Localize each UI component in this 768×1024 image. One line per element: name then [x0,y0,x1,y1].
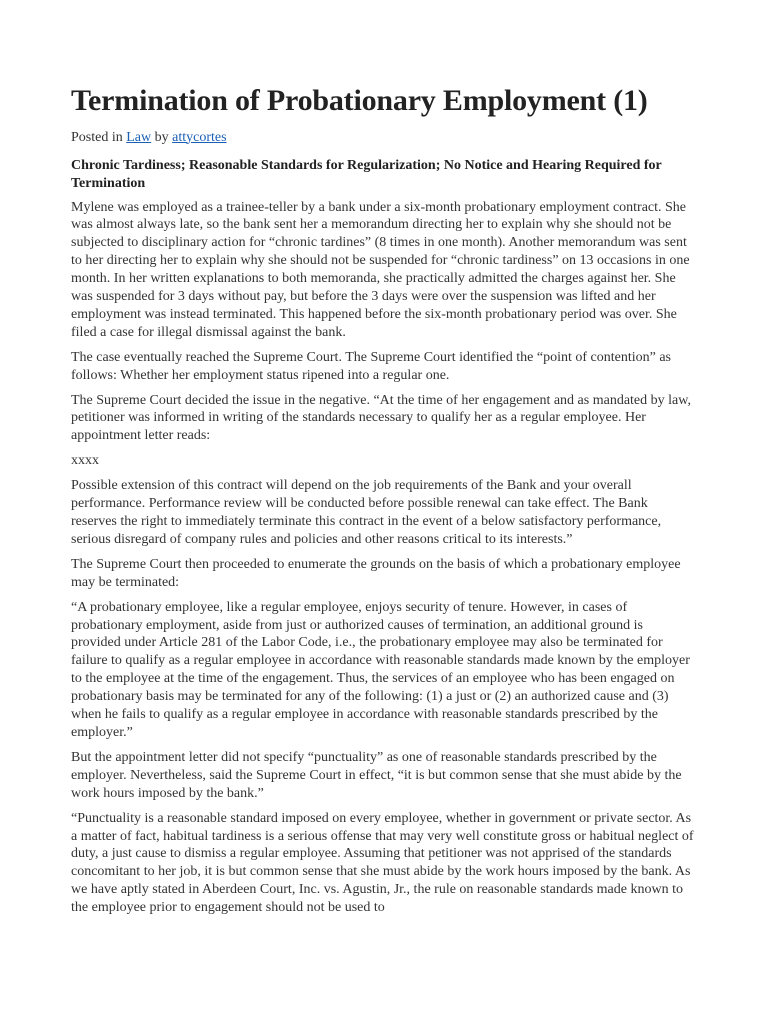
page-title: Termination of Probationary Employment (1) [71,84,648,117]
paragraph-letter-quote: Possible extension of this contract will depend on the job requirements of the Bank and your overall performance. Performance review will be conducted before possible renewal can take effect. The Bank reserves the right to immediately terminate this contract in the event of a below satisfactory performance, serious disregard of company rules and policies and other reasons critical to its interests.” [71,478,662,547]
paragraph-grounds-quote: “A probationary employee, like a regular employee, enjoys security of tenure. However, in cases of probationary employment, aside from just or authorized causes of termination, an additional ground is provided under Article 281 of the Labor Code, i.e., the probationary employee may also be terminated for failure to qualify as a regular employee in accordance with reasonable standards made known by the employer to the employee at the time of the engagement. Thus, the services of an employee who has been engaged on probationary basis may be terminated for any of the following: (1) a just or (2) an authorized cause and (3) when he fails to qualify as a regular employee in accordance with reasonable standards prescribed by the employer.” [71,599,690,740]
article-subtitle: Chronic Tardiness; Reasonable Standards for Regularization; No Notice and Hearing Required for Termination [71,157,662,191]
paragraph-grounds-intro: The Supreme Court then proceeded to enumerate the grounds on the basis of which a probationary employee may be terminated: [71,556,681,590]
paragraph-issue: The case eventually reached the Supreme Court. The Supreme Court identified the “point of contention” as follows: Whether her employment status ripened into a regular one. [71,349,671,383]
by-label: by [154,129,169,145]
paragraph-decision: The Supreme Court decided the issue in the negative. “At the time of her engagement and as mandated by law, petitioner was informed in writing of the standards necessary to qualify her as a regular employee. Her appointment letter reads: [71,392,691,444]
paragraph-omission: xxxx [71,453,99,469]
posted-in-label: Posted in [71,129,123,145]
paragraph-punctuality-quote: “Punctuality is a reasonable standard imposed on every employee, whether in government or private sector. As a matter of fact, habitual tardiness is a serious offense that may very well constitute gross or habitual neglect of duty, a just cause to dismiss a regular employee. Assuming that petitioner was not apprised of the standards concomitant to her job, it is but common sense that she must abide by the work hours imposed by the bank. As we have aptly stated in Aberdeen Court, Inc. vs. Agustin, Jr., the rule on reasonable standards made known to the employee prior to engagement should not be used to [71,810,694,916]
post-meta [71,129,696,147]
paragraph-facts: Mylene was employed as a trainee-teller by a bank under a six-month probationary employment contract. She was almost always late, so the bank sent her a memorandum directing her to explain why she should not be subjected to disciplinary action for “chronic tardines” (8 times in one month). Another memorandum was sent to her directing her to explain why she should not be suspended for “chronic tardiness” on 13 occasions in one month. In her written explanations to both memoranda, she practically admitted the charges against her. She was suspended for 3 days without pay, but before the 3 days were over the suspension was lifted and her employment was instead terminated. This happened before the six-month probationary period was over. She filed a case for illegal dismissal against the bank. [71,199,690,340]
category-link[interactable]: Law [126,129,152,145]
author-link[interactable]: attycortes [172,129,227,145]
article [71,84,696,924]
paragraph-punctuality: But the appointment letter did not specify “punctuality” as one of reasonable standards prescribed by the employer. Nevertheless, said the Supreme Court in effect, “it is but common sense that she must abide by the work hours imposed by the bank.” [71,749,682,801]
